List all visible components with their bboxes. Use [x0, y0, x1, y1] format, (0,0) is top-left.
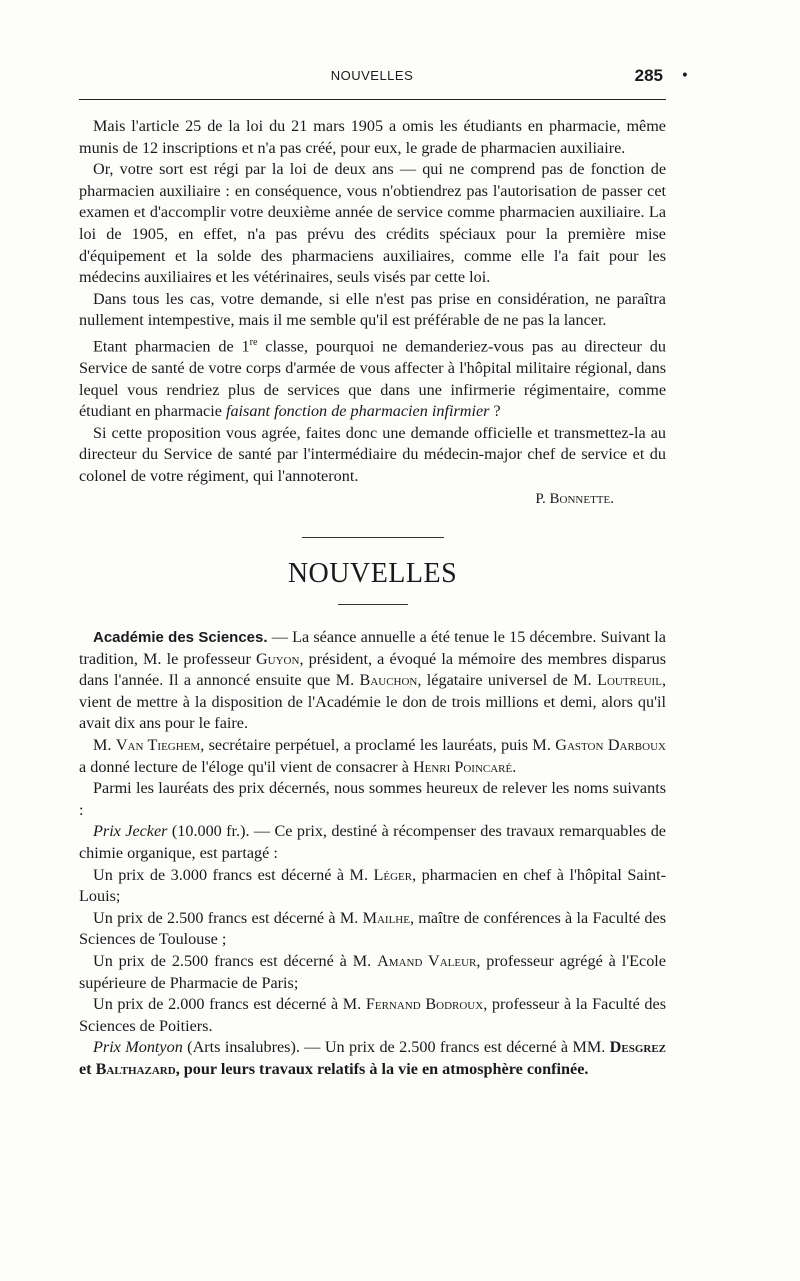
news-paragraph-4: Prix Jecker (10.000 fr.). — Ce prix, destiné à récompenser des travaux remarquables de chimie organique, est partagé : [79, 822, 666, 863]
news-paragraph-2: M. Van Tieghem, secrétaire perpétuel, a proclamé les lauréats, puis M. Gaston Darboux a donné lecture de l'éloge qu'il vient de consacrer à Henri Poincaré. [79, 736, 666, 776]
superscript-re: re [249, 336, 258, 348]
margin-mark: • [680, 68, 689, 84]
paragraph-lead: Académie des Sciences. [93, 629, 268, 647]
letter-paragraph-5: Si cette proposition vous agrée, faites donc une demande officielle et transmettez-la au directeur du Service de santé par l'intermédiaire du médecin-major chef de service et du colonel de votre régiment, qui l'annoteront. [79, 423, 666, 485]
signature: P. Bonnette. [535, 491, 614, 508]
news-paragraph-3: Parmi les lauréats des prix décernés, nous sommes heureux de relever les noms suivants : [79, 779, 666, 819]
running-title: NOUVELLES [330, 68, 414, 83]
letter-paragraph-4: Etant pharmacien de 1re classe, pourquoi ne demanderiez-vous pas au directeur du Service de santé de votre corps d'armée de vous affecter à l'hôpital militaire régional, dans lequel vous rendriez plus de services que dans une infirmerie régimentaire, comme étudiant en pharmacie faisant fonction de pharmacien infirmier ? [79, 336, 666, 421]
running-header [79, 66, 689, 88]
news-paragraph-7: Un prix de 2.500 francs est décerné à M. Amand Valeur, professeur agrégé à l'Ecole supérieure de Pharmacie de Paris; [79, 951, 666, 992]
letter-paragraph-1: Mais l'article 25 de la loi du 21 mars 1905 a omis les étudiants en pharmacie, même munis de 12 inscriptions et n'a pas créé, pour eux, le grade de pharmacien auxiliaire. [79, 117, 666, 157]
italic-phrase: faisant fonction de pharmacien infirmier [225, 402, 490, 421]
page-number: 285 [634, 66, 663, 85]
news-paragraph-8: Un prix de 2.000 francs est décerné à M. Fernand Bodroux, professeur à la Faculté des Sciences de Poitiers. [79, 995, 667, 1035]
news-paragraph-1: Académie des Sciences. — La séance annuelle a été tenue le 15 décembre. Suivant la tradition, M. le professeur Guyon, président, a évoqué la mémoire des membres disparus dans l'année. Il a annoncé ensuite que M. Bauchon, légataire universel de M. Loutreuil, vient de mettre à la disposition de l'Académie le don de trois millions et demi, alors qu'il avait dix ans pour le faire. [79, 628, 666, 733]
news-paragraph-6: Un prix de 2.500 francs est décerné à M. Mailhe, maître de conférences à la Faculté des Sciences de Toulouse ; [79, 908, 666, 949]
header-rule [79, 99, 666, 100]
news-paragraph-5: Un prix de 3.000 francs est décerné à M. Léger, pharmacien en chef à l'hôpital Saint-Louis; [79, 865, 666, 906]
news-paragraph-9: Prix Montyon (Arts insalubres). — Un prix de 2.500 francs est décerné à MM. Desgrez et Balthazard, pour leurs travaux relatifs à la vie en atmosphère confinée. [79, 1038, 666, 1078]
section-separator [302, 537, 444, 538]
heading-underline [338, 604, 408, 605]
section-heading: NOUVELLES [287, 558, 458, 590]
letter-paragraph-3: Dans tous les cas, votre demande, si elle n'est pas prise en considération, ne paraîtra nullement intempestive, mais il me semble qu'il est préférable de ne pas la lancer. [79, 289, 666, 330]
letter-paragraph-2: Or, votre sort est régi par la loi de deux ans — qui ne comprend pas de fonction de pharmacien auxiliaire : en conséquence, vous n'obtiendrez pas l'autorisation de passer cet examen et d'accomplir votre deuxième année de service comme pharmacien auxiliaire. La loi de 1905, en effet, n'a pas prévu des crédits spéciaux pour la première mise d'équipement et la solde des pharmaciens auxiliaires, comme elle l'a fait pour les médecins auxiliaires et les vétérinaires, seuls visés par cette loi. [79, 160, 666, 287]
page-body [79, 116, 666, 1081]
